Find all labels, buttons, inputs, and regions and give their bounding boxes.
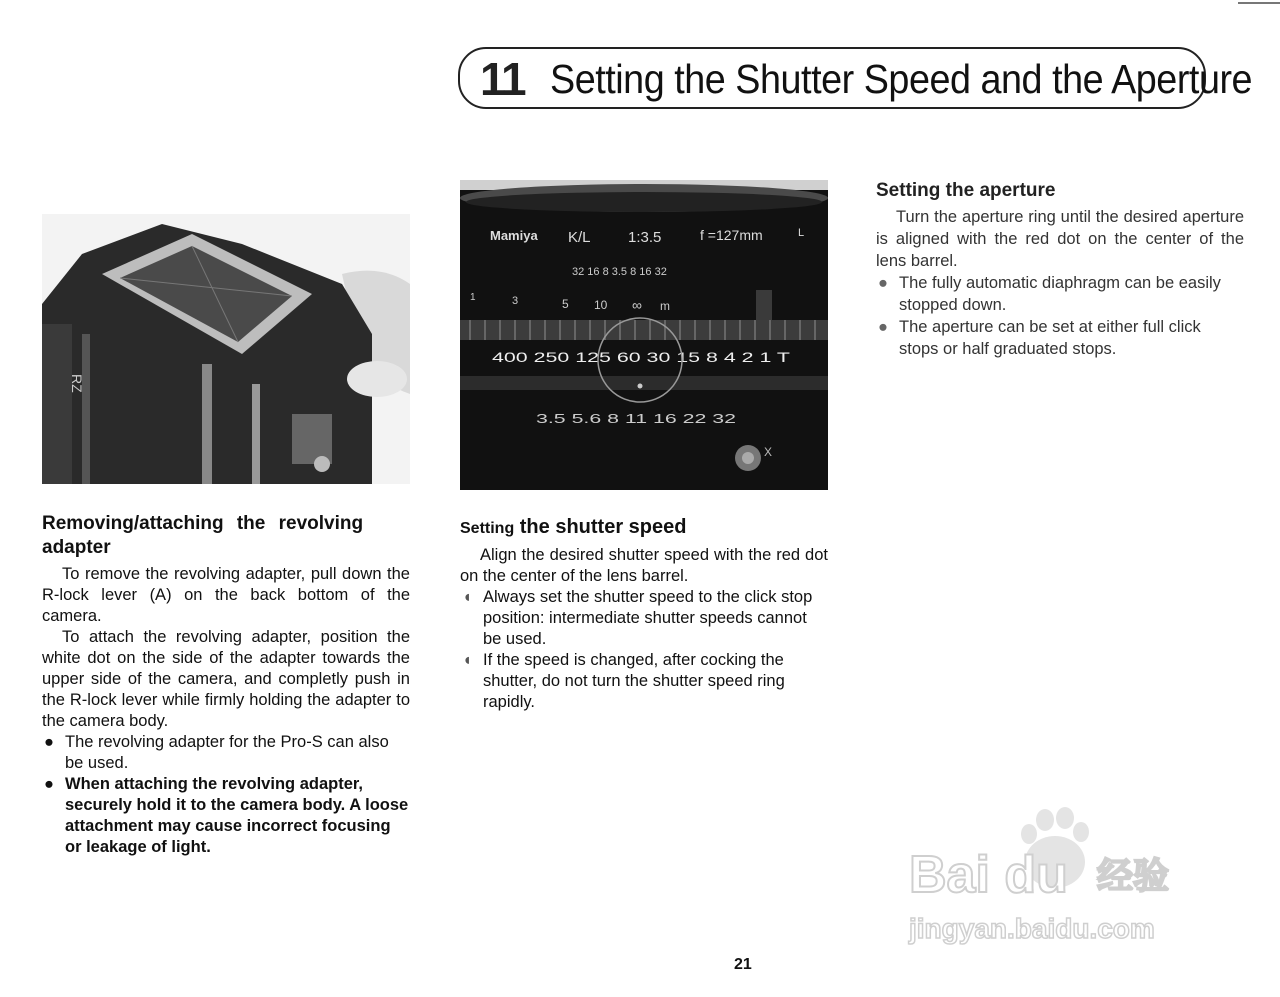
list-item: [42, 774, 410, 858]
corner-rule: [1238, 2, 1280, 4]
note-text: If the speed is changed, after cocking the shutter, do not turn the shutter speed ring rapidly.: [483, 651, 785, 711]
heading-rest: the shutter speed: [514, 516, 687, 538]
bullet-icon: ◖: [462, 588, 472, 606]
section-header: [458, 47, 1253, 111]
distance-unit: m: [660, 299, 670, 313]
shutter-speed-heading: [460, 514, 828, 542]
bullet-icon: ●: [878, 318, 888, 336]
lens-brand: Mamiya: [490, 228, 538, 243]
aperture-section: [876, 178, 1244, 360]
distance-5: 5: [562, 297, 569, 311]
baidu-watermark: [905, 800, 1205, 950]
distance-3: 3: [512, 295, 519, 307]
lens-model: K/L: [568, 229, 591, 246]
warning-text: When attaching the revolving adapter, securely hold it to the camera body. A loose attachment may cause incorrect focusing or leakage of light.: [65, 775, 409, 856]
aperture-notes: [876, 272, 1244, 360]
depth-of-field-scale: 32 16 8 3.5 8 16 32: [572, 266, 667, 278]
shutter-speed-section: [460, 514, 828, 713]
list-item: [460, 587, 828, 650]
note-text: The revolving adapter for the Pro-S can also be used.: [65, 733, 389, 772]
section-title: Setting the Shutter Speed and the Aperture: [550, 56, 1253, 102]
distance-1: 1: [470, 292, 476, 303]
list-item: [460, 650, 828, 713]
watermark-url: jingyan.baidu.com: [909, 913, 1155, 944]
watermark-cn: 经验: [1097, 855, 1170, 896]
flash-sync-mark: X: [764, 445, 773, 459]
list-item: [876, 316, 1244, 360]
page-number: 21: [734, 956, 752, 973]
revolving-adapter-heading: Removing/attaching the revolving adapter: [42, 513, 364, 558]
note-text: The aperture can be set at either full click stops or half graduated stops.: [899, 318, 1201, 358]
lens-mark-l: L: [798, 227, 805, 239]
note-text: Always set the shutter speed to the click stop position: intermediate shutter speeds cannot be used.: [483, 588, 813, 648]
camera-side-label: RZ: [69, 374, 85, 393]
lens-focal: f =127mm: [700, 227, 763, 243]
camera-adapter-photo: [42, 214, 410, 484]
shutter-instructions: Align the desired shutter speed with the red dot on the center of the lens barrel.: [460, 546, 828, 585]
aperture-heading: Setting the aperture: [876, 180, 1056, 201]
note-text: The fully automatic diaphragm can be easily stopped down.: [899, 274, 1221, 314]
lens-aperture: 1:3.5: [628, 229, 662, 246]
section-number: 11: [476, 53, 529, 105]
lens-photo: [460, 180, 828, 490]
attach-instructions: To attach the revolving adapter, position the white dot on the side of the adapter towards the upper side of the camera, and completly push in the R-lock lever while firmly holding the adapter to the camera body.: [42, 628, 410, 730]
aperture-scale: 3.5 5.6 8 11 16 22 32: [536, 411, 736, 426]
bullet-icon: ●: [44, 733, 54, 751]
shutter-speed-scale: 400 250 125 60 30 15 8 4 2 1 T: [492, 349, 791, 365]
bullet-icon: ●: [44, 775, 54, 793]
aperture-instructions: Turn the aperture ring until the desired aperture is aligned with the red dot on the center of the lens barrel.: [876, 208, 1244, 270]
bullet-icon: ●: [878, 274, 888, 292]
list-item: [42, 732, 410, 774]
heading-prefix: Setting: [460, 520, 515, 537]
shutter-notes: [460, 587, 828, 713]
revolving-adapter-section: [42, 512, 410, 858]
list-item: [876, 272, 1244, 316]
distance-10: 10: [594, 298, 608, 312]
adapter-notes: [42, 732, 410, 858]
distance-infinity: ∞: [632, 297, 642, 313]
watermark-brand: Bai du: [909, 846, 1068, 904]
remove-instructions: To remove the revolving adapter, pull down the R-lock lever (A) on the back bottom of the camera.: [42, 565, 410, 625]
bullet-icon: ◖: [462, 651, 472, 669]
